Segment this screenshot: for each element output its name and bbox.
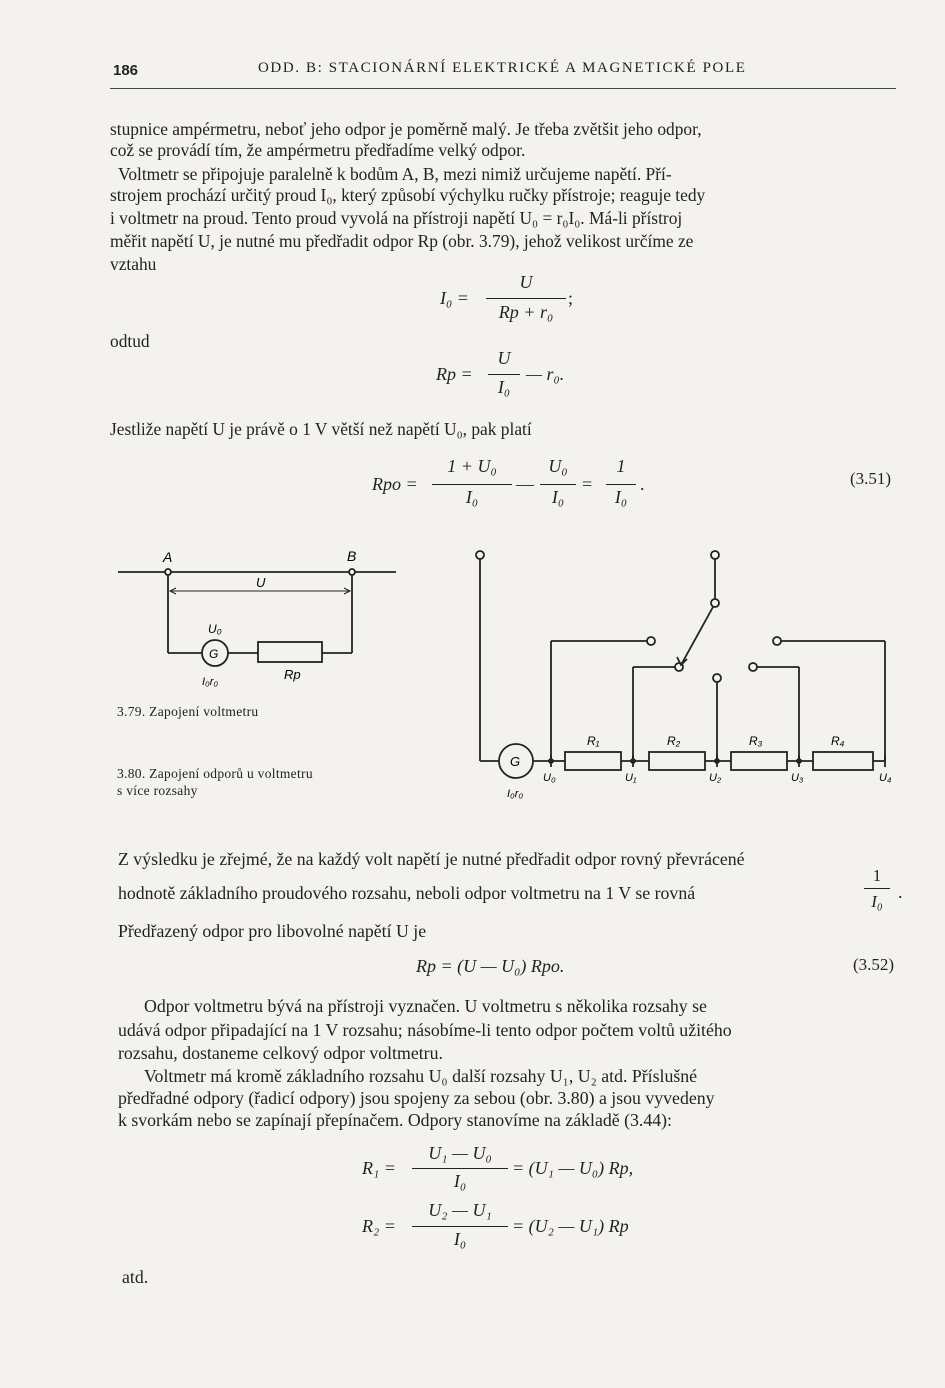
eq351-f3-denominator: I₀ <box>614 487 628 507</box>
fraction-bar <box>488 374 520 375</box>
text-line: vztahu <box>110 254 157 274</box>
label-r3: R₃ <box>749 734 763 748</box>
eq-r2-lhs: R₂ = <box>362 1216 396 1236</box>
eq-r2-numerator: U₂ — U₁ <box>428 1200 492 1220</box>
label-i0r0: I₀r₀ <box>202 676 218 688</box>
text-line: Předřazený odpor pro libovolné napětí U je <box>118 921 427 941</box>
eq1-lhs: I₀ = <box>440 288 469 308</box>
eq351-f1-denominator: I₀ <box>465 487 479 507</box>
text-line: předřadné odpory (řadicí odpory) jsou spojeny za sebou (obr. 3.80) a jsou vyvedeny <box>118 1088 715 1108</box>
figure-3-80-caption-cont: s více rozsahy <box>117 783 198 798</box>
eq2-tail: — r₀. <box>526 364 565 384</box>
equation-number: (3.51) <box>850 469 892 488</box>
label-r4: R₄ <box>831 734 845 748</box>
eq1-tail: ; <box>568 288 574 308</box>
eq2-lhs: Rp = <box>436 364 473 384</box>
eq2-numerator: U <box>497 348 511 368</box>
eq1-denominator: Rp + r₀ <box>498 302 554 322</box>
fraction-bar <box>486 298 566 299</box>
eq351-tail: . <box>640 474 645 494</box>
inline-frac-tail: . <box>898 882 903 902</box>
text-line: hodnotě základního proudového rozsahu, neboli odpor voltmetru na 1 V se rovná <box>118 883 696 903</box>
running-title: ODD. B: STACIONÁRNÍ ELEKTRICKÉ A MAGNETICKÉ POLE <box>258 60 747 76</box>
figure-3-80-caption: 3.80. Zapojení odporů u voltmetru <box>117 766 313 781</box>
eq-r1-lhs: R₁ = <box>362 1158 396 1178</box>
eq351-f2-denominator: I₀ <box>551 487 565 507</box>
inline-frac-denominator: I₀ <box>871 892 883 911</box>
eq352: Rp = (U — U₀) Rpo. <box>416 956 565 976</box>
page-number: 186 <box>113 62 139 79</box>
galvanometer-symbol: G <box>209 647 219 661</box>
eq-r2-denominator: I₀ <box>453 1229 467 1249</box>
eq-r1-rhs: = (U₁ — U₀) Rp, <box>512 1158 634 1178</box>
label-a: A <box>163 549 173 565</box>
eq-r1-numerator: U₁ — U₀ <box>428 1143 492 1163</box>
eq351-minus: — <box>516 474 534 494</box>
label-r1: R₁ <box>587 734 600 748</box>
eq2-denominator: I₀ <box>497 377 511 397</box>
galvanometer-symbol: G <box>510 754 521 769</box>
fraction-bar <box>412 1226 508 1227</box>
eq351-f3-numerator: 1 <box>616 456 626 476</box>
eq351-f1-numerator: 1 + U₀ <box>447 456 497 476</box>
eq351-lhs: Rpo = <box>372 474 418 494</box>
label-u4: U₄ <box>879 772 892 784</box>
fraction-bar <box>606 484 636 485</box>
label-b: B <box>347 548 357 564</box>
equation-number: (3.52) <box>853 955 895 974</box>
label-u: U <box>256 575 266 590</box>
text-line: Voltmetr se připojuje paralelně k bodům A, B, mezi nimiž určujeme napětí. Pří- <box>118 164 672 184</box>
label-rp: Rp <box>284 667 301 682</box>
text-line: i voltmetr na proud. Tento proud vyvolá na přístroji napětí U₀ = r₀I₀. Má-li přístroj <box>110 208 683 228</box>
label-i0r0: I₀r₀ <box>507 788 523 800</box>
text-line: Voltmetr má kromě základního rozsahu U₀ další rozsahy U₁, U₂ atd. Příslušné <box>144 1066 698 1086</box>
fraction-bar <box>432 484 512 485</box>
text-line: Odpor voltmetru bývá na přístroji vyznačen. U voltmetru s několika rozsahy se <box>144 996 707 1016</box>
label-u1: U₁ <box>625 772 637 784</box>
label-u2: U₂ <box>709 772 722 784</box>
label-u0: U₀ <box>543 772 556 784</box>
text-line: k svorkám nebo se zapínají přepínačem. Odpory stanovíme na základě (3.44): <box>118 1110 672 1130</box>
eq351-f2-numerator: U₀ <box>548 456 568 476</box>
text-line: strojem prochází určitý proud I₀, který způsobí výchylku ručky přístroje; reaguje tedy <box>110 185 706 205</box>
fraction-bar <box>540 484 576 485</box>
figure-3-79-caption: 3.79. Zapojení voltmetru <box>117 704 259 719</box>
text-line: což se provádí tím, že ampérmetru předřadíme velký odpor. <box>110 140 526 160</box>
text-line: měřit napětí U, je nutné mu předřadit odpor Rp (obr. 3.79), jehož velikost určíme ze <box>110 231 694 251</box>
fraction-bar <box>864 888 890 889</box>
eq-r1-denominator: I₀ <box>453 1171 467 1191</box>
fraction-bar <box>412 1168 508 1169</box>
label-r2: R₂ <box>667 734 681 748</box>
figure-3-79-circuit <box>110 545 410 695</box>
text-line: Jestliže napětí U je právě o 1 V větší než napětí U₀, pak platí <box>110 419 532 439</box>
eq1-numerator: U <box>519 272 533 292</box>
label-u3: U₃ <box>791 772 804 784</box>
eq-r2-rhs: = (U₂ — U₁) Rp <box>512 1216 629 1236</box>
text-line: rozsahu, dostaneme celkový odpor voltmetru. <box>118 1043 443 1063</box>
text-line: Z výsledku je zřejmé, že na každý volt napětí je nutné předřadit odpor rovný převrácené <box>118 849 745 869</box>
text-atd: atd. <box>122 1267 149 1287</box>
figure-3-80-circuit <box>465 545 905 805</box>
text-odtud: odtud <box>110 331 150 351</box>
inline-frac-numerator: 1 <box>872 866 882 885</box>
label-u0: U₀ <box>208 622 222 636</box>
header-rule <box>110 88 896 89</box>
eq351-equals: = <box>582 474 593 494</box>
text-line: stupnice ampérmetru, neboť jeho odpor je poměrně malý. Je třeba zvětšit jeho odpor, <box>110 119 702 139</box>
text-line: udává odpor připadající na 1 V rozsahu; násobíme-li tento odpor počtem voltů užitého <box>118 1020 732 1040</box>
